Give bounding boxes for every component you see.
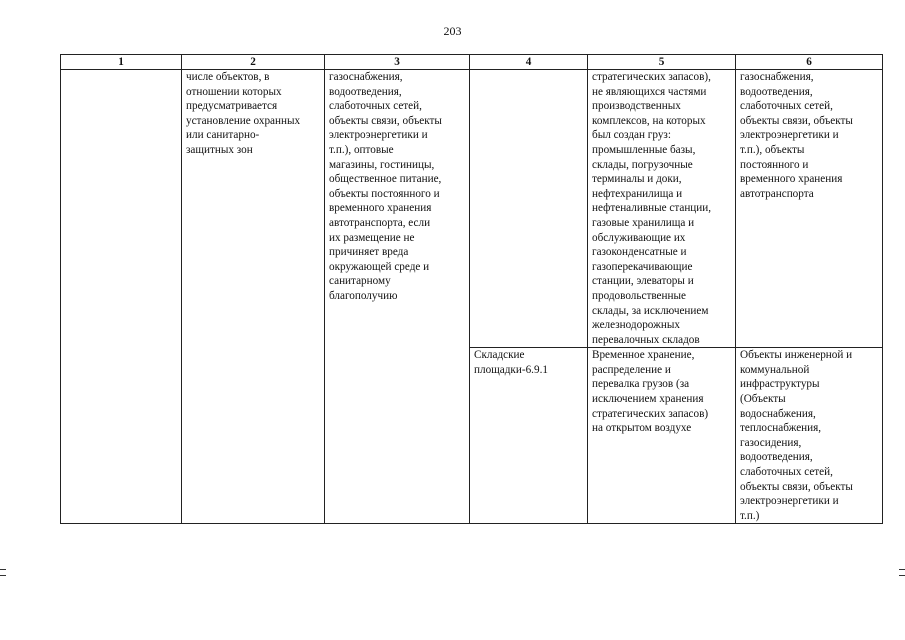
column-header-5: 5 <box>588 55 736 70</box>
column-header-1: 1 <box>61 55 182 70</box>
column-header-4: 4 <box>470 55 588 70</box>
page-number: 203 <box>443 24 462 38</box>
cell-row1-col5: стратегических запасов), не являющихся частями производственных комплексов, на которых был создан груз: промышленные базы, склады, погрузочные терминалы и доки, нефтехранилища и нефтеналивные станции, газовые хранилища и обслуживающие их газоконденсатные и газоперекачивающие станции, элеваторы и продовольственные склады, за исключением железнодорожных перевалочных складов <box>588 70 736 348</box>
cell-row2-col5: Временное хранение, распределение и перевалка грузов (за исключением хранения стратегических запасов) на открытом воздухе <box>588 348 736 524</box>
cell-row1-col6: газоснабжения, водоотведения, слаботочных сетей, объекты связи, объекты электроэнергетики и т.п.), объекты постоянного и временного хранения автотранспорта <box>736 70 883 348</box>
scan-edge-mark-left <box>0 569 6 576</box>
cell-row1-col3: газоснабжения, водоотведения, слаботочных сетей, объекты связи, объекты электроэнергетики и т.п.), оптовые магазины, гостиницы, общественное питание, объекты постоянного и временного хранения автотранспорта, если их размещение не причиняет вреда окружающей среде и санитарному благополучию <box>325 70 470 524</box>
column-header-2: 2 <box>182 55 325 70</box>
column-header-6: 6 <box>736 55 883 70</box>
cell-row2-col6: Объекты инженерной и коммунальной инфраструктуры (Объекты водоснабжения, теплоснабжения, газосидения, водоотведения, слаботочных сетей, объекты связи, объекты электроэнергетики и т.п.) <box>736 348 883 524</box>
cell-row1-col4 <box>470 70 588 348</box>
table-header-row <box>61 55 883 70</box>
column-header-3: 3 <box>325 55 470 70</box>
cell-row2-col4: Складские площадки-6.9.1 <box>470 348 588 524</box>
scan-edge-mark-right <box>899 569 905 576</box>
cell-row1-col2: числе объектов, в отношении которых предусматривается установление охранных или санитарно- защитных зон <box>182 70 325 524</box>
table-row <box>61 70 883 348</box>
cell-row1-col1 <box>61 70 182 524</box>
document-table <box>60 54 883 524</box>
